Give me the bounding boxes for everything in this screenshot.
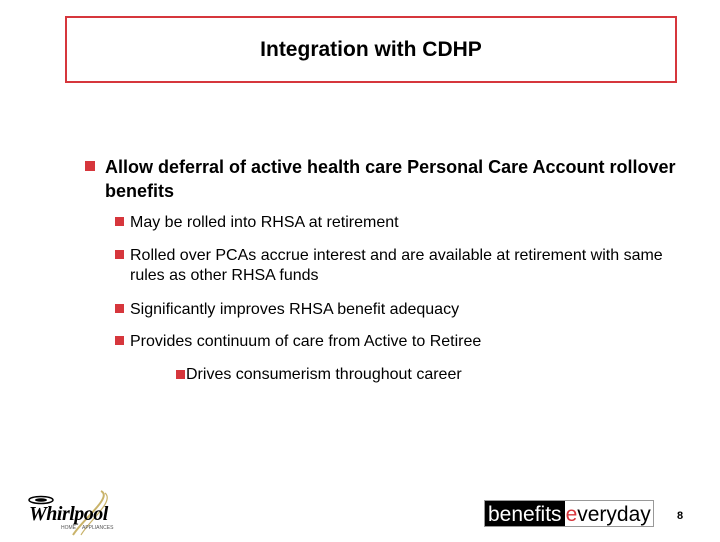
page-number: 8: [677, 510, 684, 522]
square-bullet-icon: [85, 161, 95, 171]
whirlpool-tagline: [61, 525, 113, 531]
sub-bullet-text: Provides continuum of care from Active to Retiree: [130, 333, 482, 350]
title-box: [65, 16, 677, 83]
square-bullet-icon: [115, 336, 124, 345]
whirlpool-logo: [23, 489, 123, 537]
benefits-wordmark: benefits: [485, 501, 565, 526]
tagline-left: HOME: [61, 525, 76, 531]
main-bullet-text: Allow deferral of active health care Personal Care Account rollover benefits: [105, 157, 676, 201]
sub-bullet-1: [115, 213, 695, 233]
benefits-everyday-logo: [484, 500, 654, 527]
tagline-right: APPLIANCES: [82, 525, 114, 531]
sub-bullet-text: May be rolled into RHSA at retirement: [130, 214, 399, 231]
sub-bullet-3: [115, 300, 695, 320]
everyday-rest: veryday: [577, 503, 651, 526]
everyday-accent-letter: e: [565, 503, 578, 526]
benefits-logo-frame: [484, 500, 654, 527]
sub-sub-bullet-text: Drives consumerism throughout career: [186, 366, 462, 383]
square-bullet-icon: [176, 370, 185, 379]
square-bullet-icon: [115, 217, 124, 226]
sub-bullet-text: Rolled over PCAs accrue interest and are available at retirement with same rules as other RHSA funds: [130, 247, 663, 284]
main-bullet: [85, 155, 685, 203]
slide-title: Integration with CDHP: [260, 37, 482, 61]
everyday-wordmark: [565, 501, 653, 526]
sub-sub-bullet: [176, 365, 676, 385]
square-bullet-icon: [115, 250, 124, 259]
sub-bullet-2: [115, 246, 695, 286]
square-bullet-icon: [115, 304, 124, 313]
sub-bullet-4: [115, 332, 695, 352]
whirlpool-wordmark: Whirlpool: [29, 503, 108, 525]
sub-bullet-text: Significantly improves RHSA benefit adequacy: [130, 301, 460, 318]
